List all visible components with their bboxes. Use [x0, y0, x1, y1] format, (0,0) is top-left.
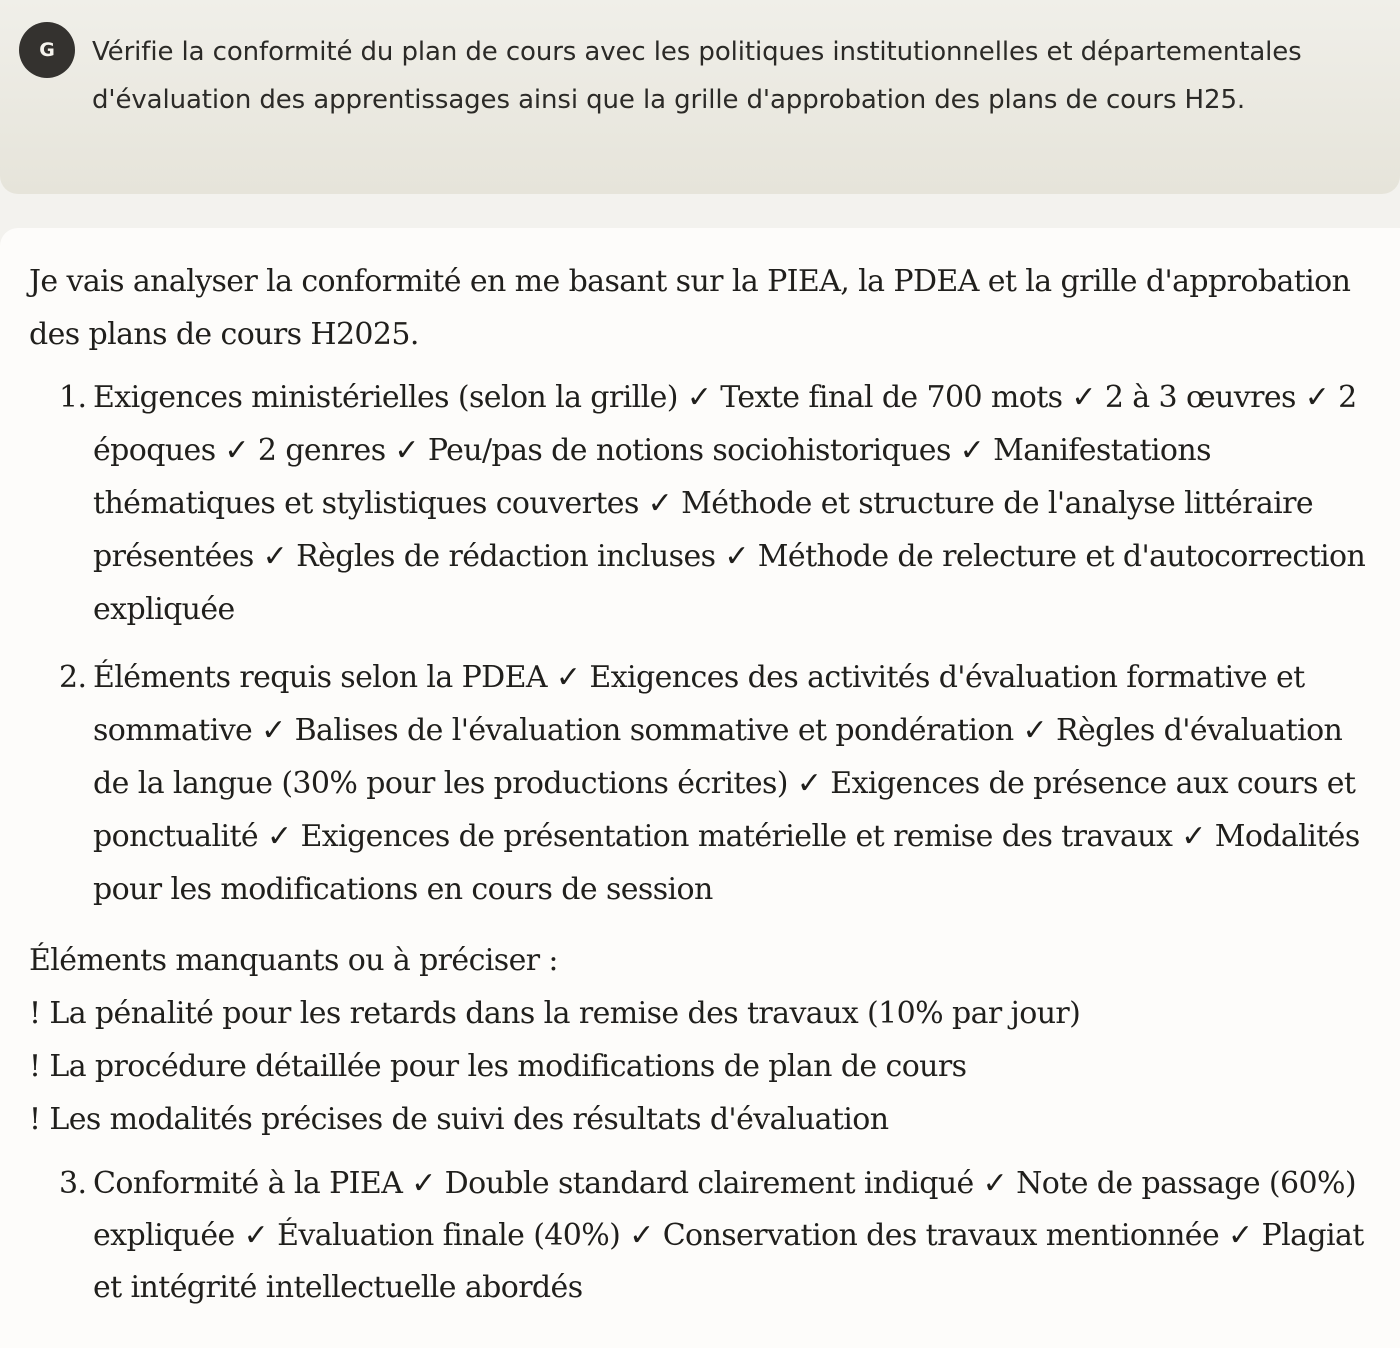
list-item	[29, 371, 1369, 636]
missing-item: ! La procédure détaillée pour les modifications de plan de cours	[29, 1049, 967, 1084]
list-item-number: 2.	[59, 660, 87, 695]
missing-elements-list	[29, 987, 1369, 1146]
list-item-text: Éléments requis selon la PDEA ✓ Exigences des activités d'évaluation formative et sommative ✓ Balises de l'évaluation sommative et pondération ✓ Règles d'évaluation de la langue (30% pour les productions écrites) ✓ Exigences de présence aux cours et ponctualité ✓ Exigences de présentation matérielle et remise des travaux ✓ Modalités pour les modifications en cours de session	[93, 660, 1360, 907]
missing-item: ! La pénalité pour les retards dans la remise des travaux (10% par jour)	[29, 996, 1081, 1031]
assistant-intro: Je vais analyser la conformité en me basant sur la PIEA, la PDEA et la grille d'approbation des plans de cours H2025.	[29, 264, 1351, 352]
missing-item: ! Les modalités précises de suivi des résultats d'évaluation	[29, 1102, 889, 1137]
assistant-message-content	[29, 255, 1369, 1314]
list-item-text: Conformité à la PIEA ✓ Double standard clairement indiqué ✓ Note de passage (60%) expliquée ✓ Évaluation finale (40%) ✓ Conservation des travaux mentionnée ✓ Plagiat et intégrité intellectuelle abordés	[93, 1166, 1364, 1305]
missing-elements-heading: Éléments manquants ou à préciser :	[29, 943, 558, 978]
user-avatar: G	[19, 22, 75, 78]
user-message	[0, 0, 1400, 194]
list-item	[29, 651, 1369, 916]
list-item-number: 1.	[59, 380, 87, 415]
conformity-list-continued	[29, 1158, 1369, 1314]
conformity-list	[29, 371, 1369, 916]
list-item-number: 3.	[59, 1166, 87, 1201]
list-item-text: Exigences ministérielles (selon la grille) ✓ Texte final de 700 mots ✓ 2 à 3 œuvres ✓ 2 époques ✓ 2 genres ✓ Peu/pas de notions sociohistoriques ✓ Manifestations thématiques et stylistiques couvertes ✓ Méthode et structure de l'analyse littéraire présentées ✓ Règles de rédaction incluses ✓ Méthode de relecture et d'autocorrection expliquée	[93, 380, 1366, 627]
list-item	[29, 1158, 1369, 1314]
user-message-text: Vérifie la conformité du plan de cours avec les politiques institutionnelles et départementales d'évaluation des apprentissages ainsi que la grille d'approbation des plans de cours H25.	[92, 37, 1302, 115]
